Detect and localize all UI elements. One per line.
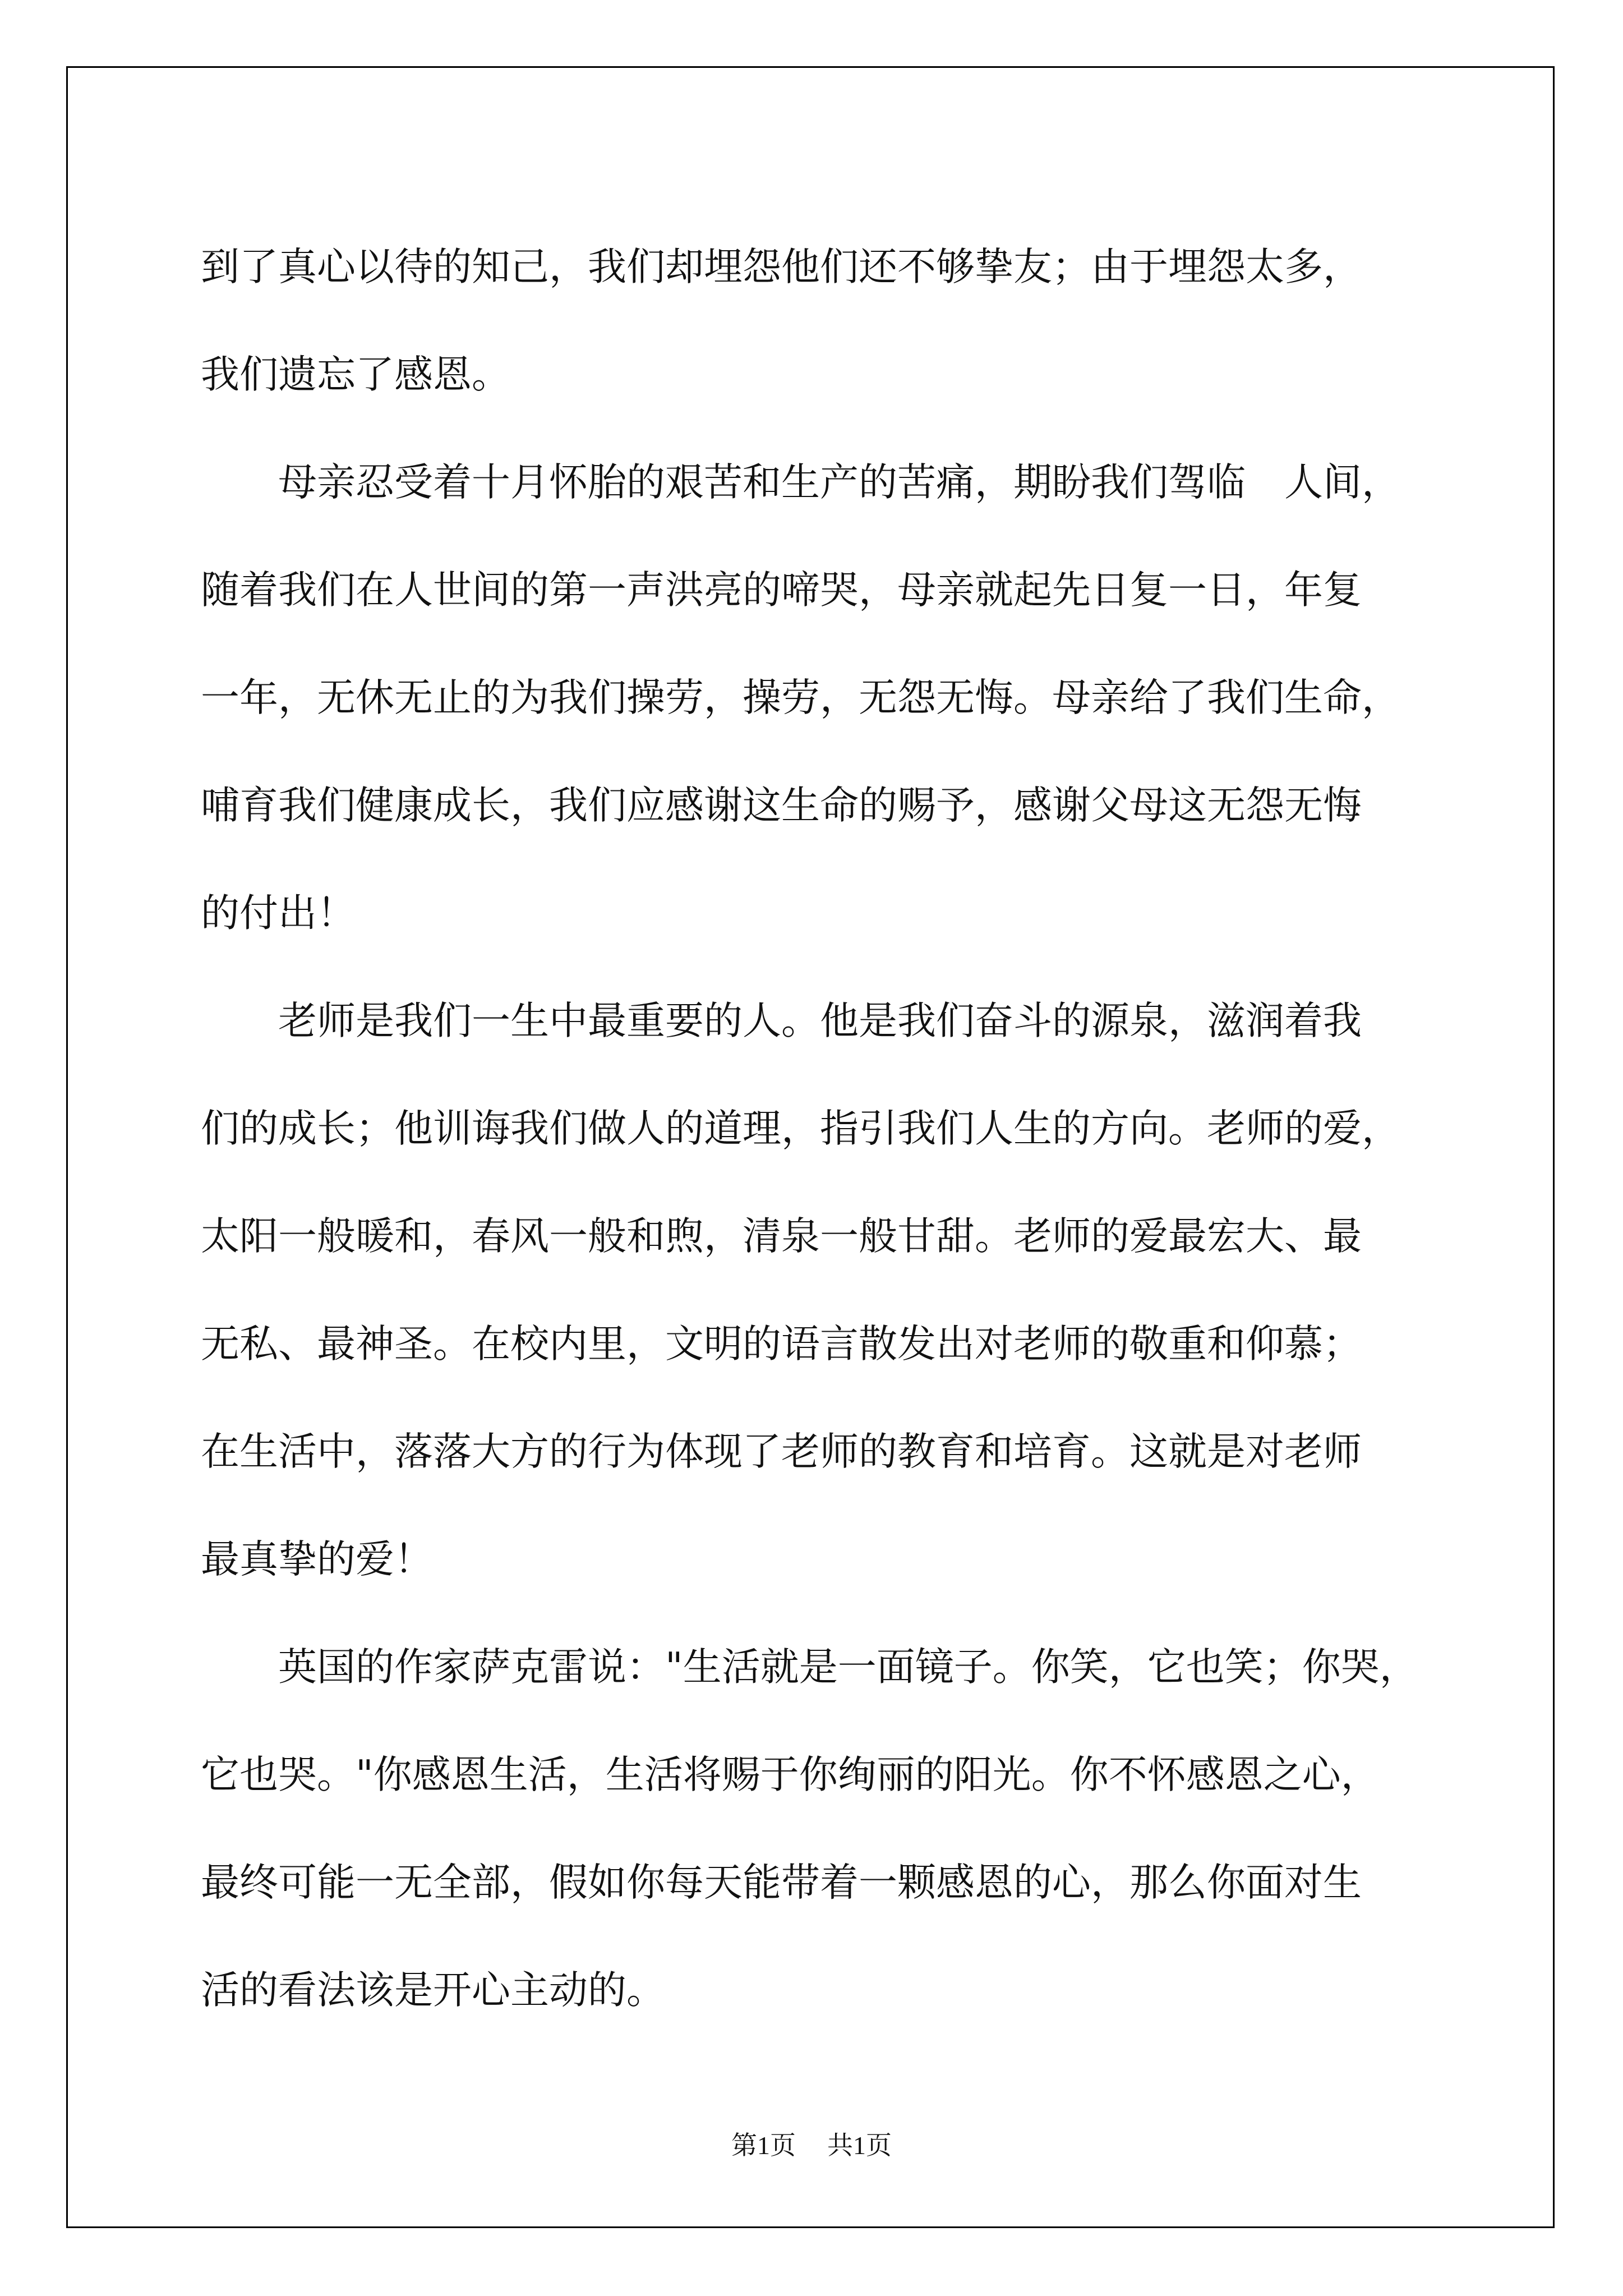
text-line: 们的成长；他训诲我们做人的道理，指引我们人生的方向。老师的爱， xyxy=(201,1106,1400,1151)
page-number-total: 共1页 xyxy=(827,2131,892,2160)
page-footer xyxy=(0,2129,1623,2162)
text-line: 英国的作家萨克雷说："生活就是一面镜子。你笑，它也笑；你哭， xyxy=(201,1645,1418,1690)
text-line: 最终可能一无全部，假如你每天能带着一颗感恩的心，那么你面对生 xyxy=(201,1860,1362,1905)
page-number-current: 第1页 xyxy=(731,2131,796,2160)
text-line: 母亲忍受着十月怀胎的艰苦和生产的苦痛，期盼我们驾临 人间， xyxy=(201,460,1400,505)
text-line: 一年，无休无止的为我们操劳，操劳，无怨无悔。母亲给了我们生命， xyxy=(201,675,1400,720)
text-line: 最真挚的爱！ xyxy=(201,1537,433,1582)
text-line: 老师是我们一生中最重要的人。他是我们奋斗的源泉，滋润着我 xyxy=(201,999,1362,1043)
text-line: 它也哭。"你感恩生活，生活将赐于你绚丽的阳光。你不怀感恩之心， xyxy=(201,1752,1380,1797)
text-line: 的付出！ xyxy=(201,891,356,936)
text-line: 到了真心以待的知己，我们却埋怨他们还不够挚友；由于埋怨太多， xyxy=(201,245,1362,289)
document-body xyxy=(201,213,1435,2044)
text-line: 随着我们在人世间的第一声洪亮的啼哭，母亲就起先日复一日，年复 xyxy=(201,568,1362,613)
text-line: 活的看法该是开心主动的。 xyxy=(201,1968,665,2013)
text-line: 哺育我们健康成长，我们应感谢这生命的赐予，感谢父母这无怨无悔 xyxy=(201,783,1362,828)
text-line: 无私、最神圣。在校内里，文明的语言散发出对老师的敬重和仰慕； xyxy=(201,1322,1362,1366)
text-line: 在生活中，落落大方的行为体现了老师的教育和培育。这就是对老师 xyxy=(201,1429,1362,1474)
text-line: 太阳一般暖和，春风一般和煦，清泉一般甘甜。老师的爱最宏大、最 xyxy=(201,1214,1362,1259)
text-line: 我们遗忘了感恩。 xyxy=(201,352,510,397)
